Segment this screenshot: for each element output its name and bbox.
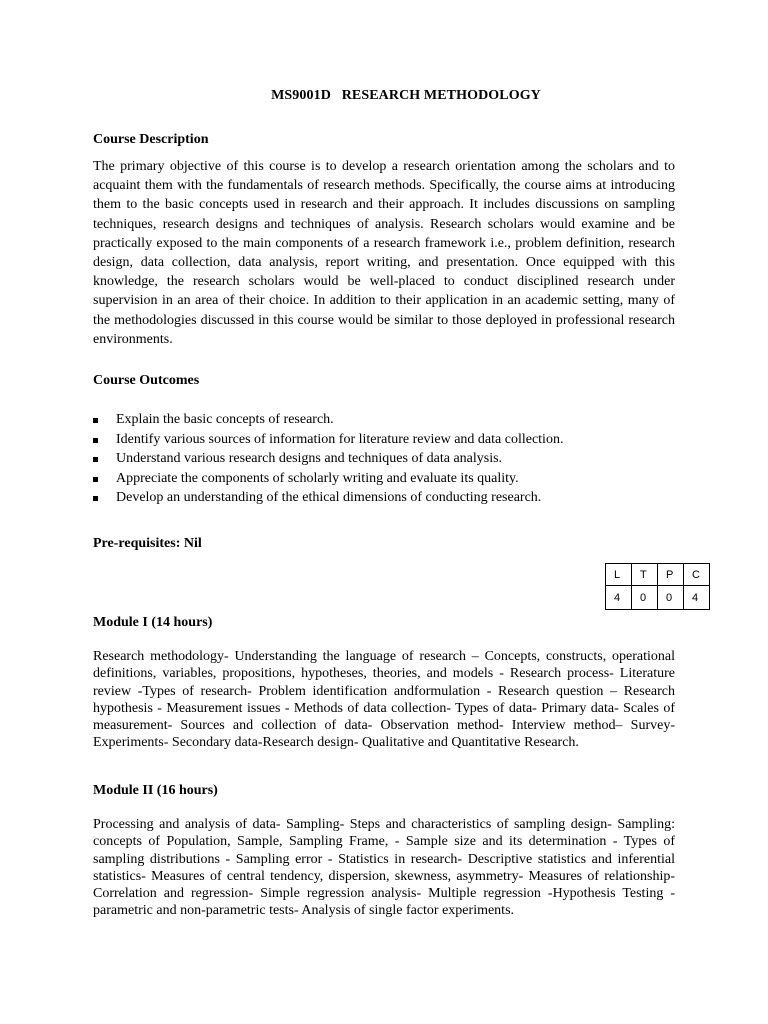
outcome-item bbox=[93, 430, 683, 450]
outcome-text: Understand various research designs and techniques of data analysis. bbox=[116, 451, 503, 466]
outcome-item bbox=[93, 410, 683, 430]
outcome-item bbox=[93, 488, 683, 508]
course-description-text: The primary objective of this course is to develop a research orientation among the scholars and to acquaint them with the fundamentals of research methods. Specifically, the course aims at introducing them to the basic concepts used in research and their approach. It includes discussions on sampling techniques, research designs and techniques of analysis. Research scholars would examine and be practically exposed to the main components of a research framework i.e., problem definition, research design, data collection, data analysis, report writing, and presentation. Once equipped with this knowledge, the research scholars would be well-placed to conduct disciplined research under supervision in an area of their choice. In addition to their application in an academic setting, many of the methodologies discussed in this course would be similar to those deployed in professional research environments. bbox=[93, 159, 675, 347]
bullet-icon bbox=[93, 457, 98, 462]
ltpc-header-cell: L bbox=[606, 564, 632, 586]
ltpc-header-cell: P bbox=[658, 564, 684, 586]
page-title: MS9001D RESEARCH METHODOLOGY bbox=[271, 88, 541, 103]
ltpc-header-row bbox=[606, 564, 710, 586]
outcome-text: Identify various sources of information for literature review and data collection. bbox=[116, 431, 564, 447]
ltpc-header-cell: C bbox=[684, 564, 710, 586]
ltpc-table bbox=[605, 563, 710, 610]
ltpc-value-cell: 0 bbox=[658, 586, 684, 610]
bullet-icon bbox=[93, 496, 98, 501]
course-description-heading: Course Description bbox=[93, 132, 209, 147]
outcome-item bbox=[93, 449, 683, 469]
outcome-item bbox=[93, 469, 683, 489]
module1-text: Research methodology- Understanding the language of research – Concepts, constructs, operational definitions, variables, propositions, hypotheses, theories, and models - Research process- Literature review -Types of research- Problem identification andformulation - Research question – Research hypothesis - Measurement issues - Methods of data collection- Types of data- Primary data- Scales of measurement- Sources and collection of data- Observation method- Interview method– Survey- Experiments- Secondary data-Research design- Qualitative and Quantitative Research. bbox=[93, 649, 675, 751]
outcome-text: Develop an understanding of the ethical dimensions of conducting research. bbox=[116, 490, 542, 505]
module2-text: Processing and analysis of data- Sampling- Steps and characteristics of sampling design- Sampling: concepts of Population, Sample, Sampling Frame, - Sample size and its determination - Types of sampling distributions - Sampling error - Statistics in research- Descriptive statistics and inferential statistics- Measures of central tendency, dispersion, skewness, asymmetry- Measures of relationship- Correlation and regression- Simple regression analysis- Multiple regression -Hypothesis Testing - parametric and non-parametric tests- Analysis of single factor experiments. bbox=[93, 817, 675, 919]
bullet-icon bbox=[93, 477, 98, 482]
ltpc-value-cell: 4 bbox=[606, 586, 632, 610]
module1-heading: Module I (14 hours) bbox=[93, 615, 213, 630]
ltpc-header-cell: T bbox=[632, 564, 658, 586]
outcome-text: Appreciate the components of scholarly writing and evaluate its quality. bbox=[116, 470, 519, 486]
bullet-icon bbox=[93, 418, 98, 423]
ltpc-value-cell: 4 bbox=[684, 586, 710, 610]
course-outcomes-heading: Course Outcomes bbox=[93, 373, 200, 388]
bullet-icon bbox=[93, 438, 98, 443]
course-outcomes-list bbox=[93, 410, 683, 508]
prerequisites-heading: Pre-requisites: Nil bbox=[93, 536, 202, 551]
ltpc-value-row bbox=[606, 586, 710, 610]
ltpc-value-cell: 0 bbox=[632, 586, 658, 610]
module2-heading: Module II (16 hours) bbox=[93, 783, 218, 798]
outcome-text: Explain the basic concepts of research. bbox=[116, 412, 334, 427]
